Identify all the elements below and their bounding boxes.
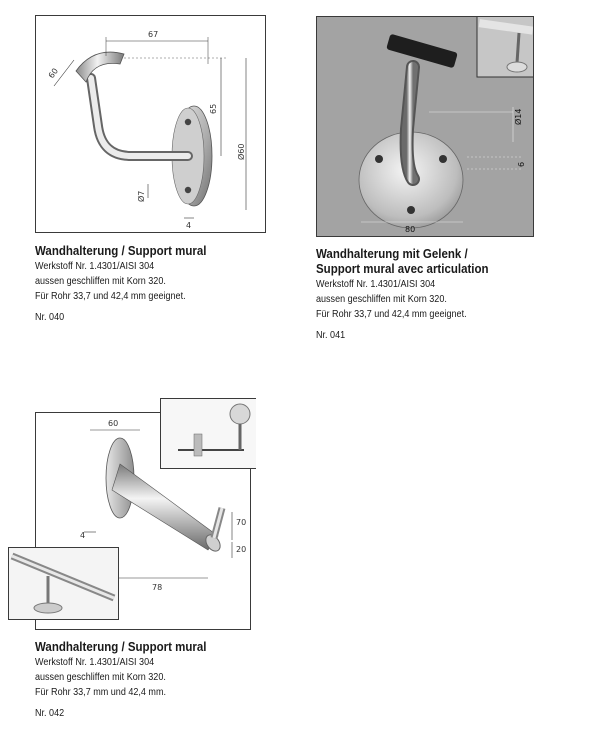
dim-041-tube-diameter-label: Ø14 — [514, 108, 523, 125]
product-041-tube-size: Für Rohr 33,7 und 42,4 mm geeignet. — [316, 308, 467, 320]
product-041-caption — [316, 247, 596, 343]
dim-042-thickness-label: 4 — [80, 531, 86, 540]
dim-041-plate-width-label: 80 — [405, 225, 416, 234]
product-041-title-line-1: Wandhalterung mit Gelenk / — [316, 247, 468, 261]
dim-040-thickness-label: 4 — [186, 221, 192, 230]
dim-042-height-label: 70 — [236, 518, 247, 527]
product-042-title: Wandhalterung / Support mural — [35, 640, 207, 654]
product-042-tube-size: Für Rohr 33,7 mm und 42,4 mm. — [35, 686, 166, 698]
dim-042-top-label: 60 — [108, 419, 119, 428]
dim-042-length-label: 78 — [152, 583, 163, 592]
product-042-material: Werkstoff Nr. 1.4301/AISI 304 — [35, 656, 155, 668]
product-040-caption — [35, 244, 295, 325]
product-042-caption — [35, 640, 295, 721]
product-041-photo — [316, 16, 534, 237]
product-040-material: Werkstoff Nr. 1.4301/AISI 304 — [35, 260, 155, 272]
handrail-bracket-040-illustration — [36, 16, 265, 232]
dim-040-saddle-label: 60 — [46, 66, 61, 81]
product-041-title-line-2: Support mural avec articulation — [316, 262, 489, 276]
product-042-number: Nr. 042 — [35, 707, 65, 719]
product-042-finish: aussen geschliffen mit Korn 320. — [35, 671, 166, 683]
handrail-bracket-042-illustration — [8, 398, 256, 630]
product-041-finish: aussen geschliffen mit Korn 320. — [316, 293, 447, 305]
product-040-number: Nr. 040 — [35, 311, 65, 323]
dim-040-width-label: 67 — [148, 30, 159, 39]
product-040-tube-size: Für Rohr 33,7 und 42,4 mm geeignet. — [35, 290, 186, 302]
dim-040-hole-label: Ø7 — [137, 190, 146, 202]
product-041-number: Nr. 041 — [316, 329, 346, 341]
dim-040-height-label: 65 — [209, 103, 218, 114]
product-041-material: Werkstoff Nr. 1.4301/AISI 304 — [316, 278, 436, 290]
product-042-drawing — [8, 398, 256, 630]
dim-041-gap-label: 6 — [517, 161, 526, 167]
product-040-finish: aussen geschliffen mit Korn 320. — [35, 275, 166, 287]
dim-040-plate-diameter-label: Ø60 — [237, 143, 246, 160]
product-040-drawing — [35, 15, 266, 233]
handrail-bracket-041-illustration — [317, 17, 533, 236]
dim-042-offset-label: 20 — [236, 545, 247, 554]
product-040-title: Wandhalterung / Support mural — [35, 244, 207, 258]
